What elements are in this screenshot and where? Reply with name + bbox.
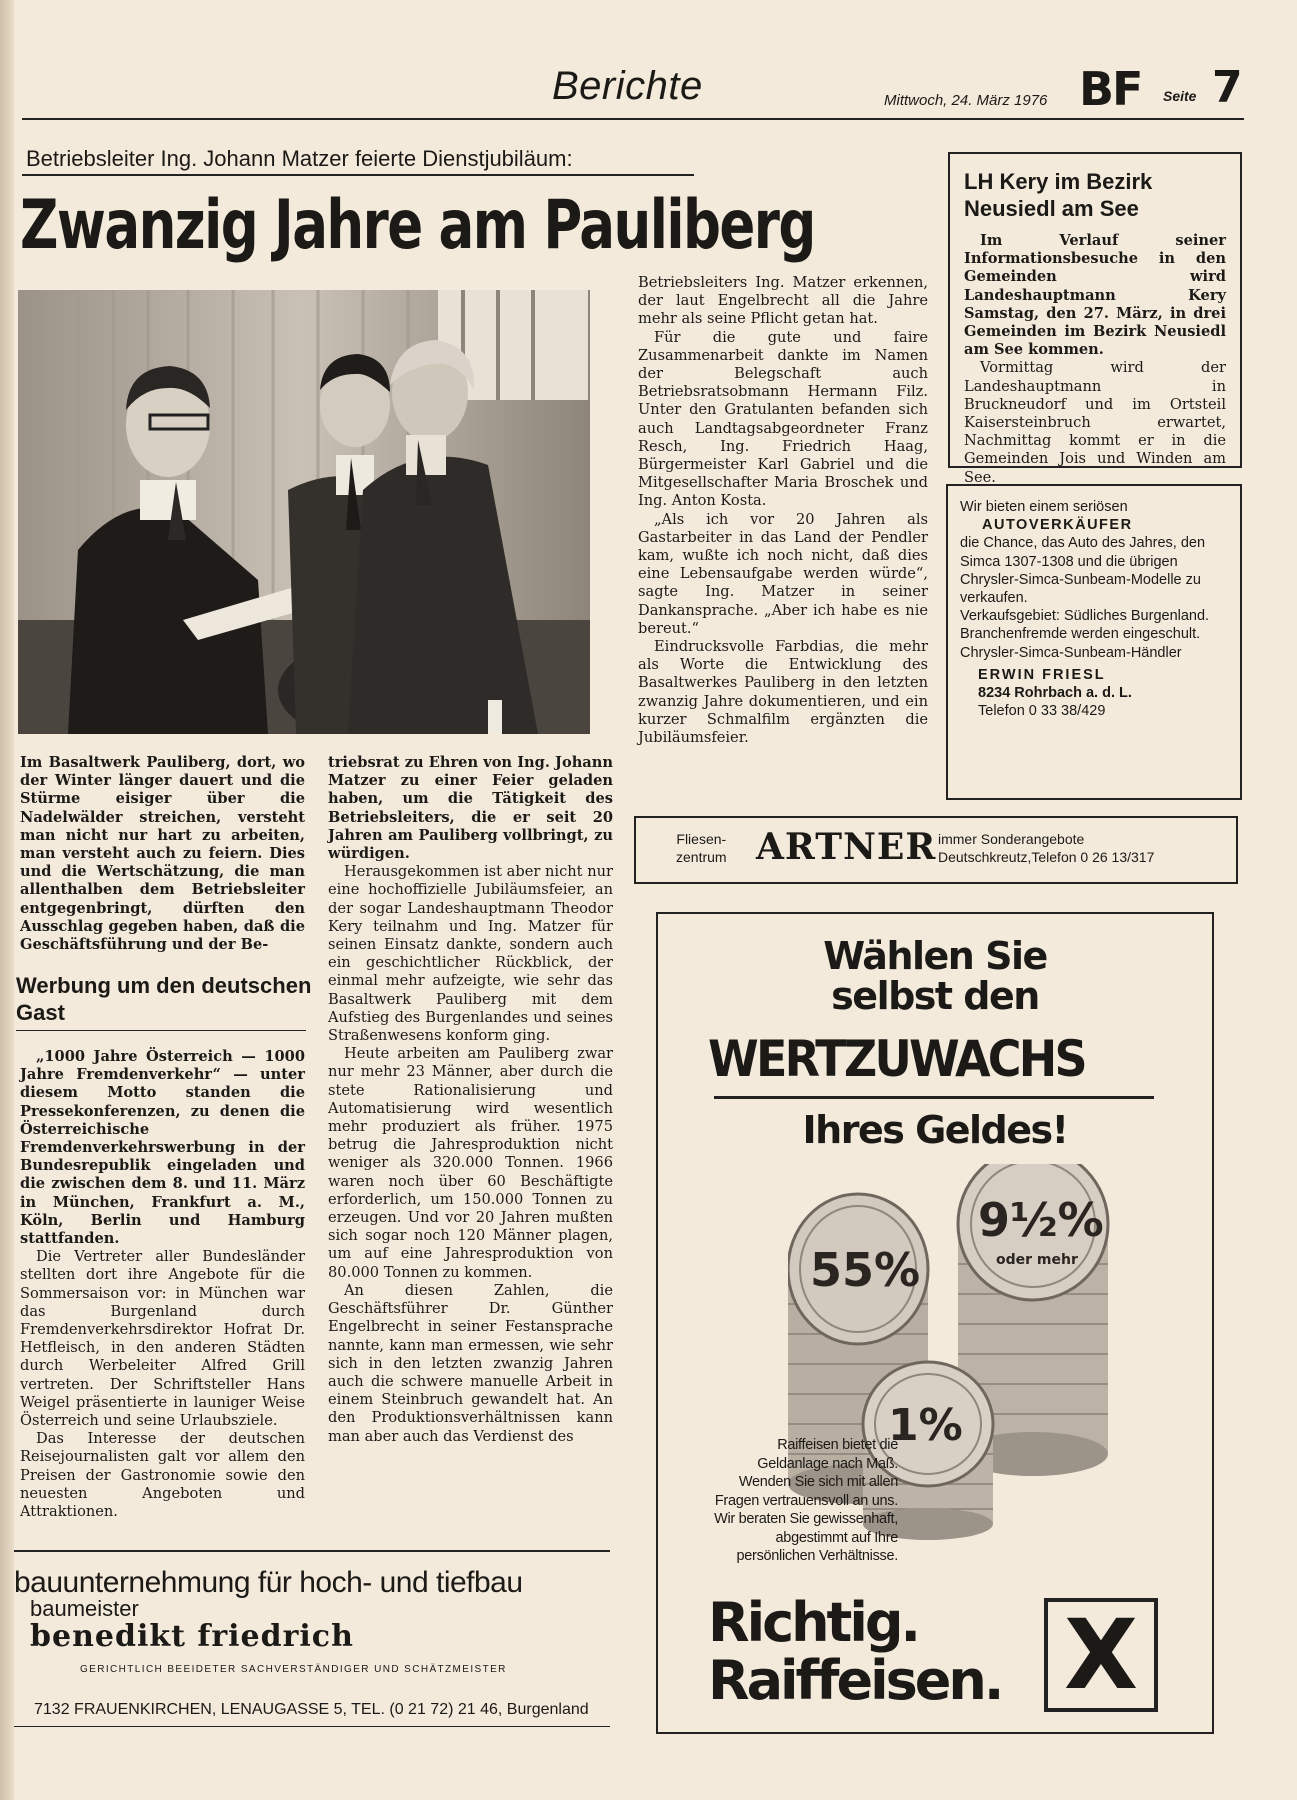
rf-line1: Wählen Sie [823, 934, 1047, 978]
rf-slogan-1: Richtig. [708, 1591, 919, 1654]
rf-body-line: abgestimmt auf Ihre [775, 1529, 898, 1546]
coin-label-1: 1% [888, 1400, 963, 1451]
bau-name: benedikt friedrich [30, 1619, 354, 1654]
werbung-subhead: Werbung um den deutschen Gast [16, 973, 312, 1025]
rf-slogan [708, 1591, 1002, 1712]
article-paragraph: Für die gute und faire Zusammenarbeit dankte im Namen der Belegschaft auch Betriebsratsobmann Hermann Filz. Unter den Gratulanten befanden sich auch Landtagsabgeordneter Franz Resch, Ing. Friedrich Haag, Bürgermeister Karl Gabriel und die Mitgesellschafter Maria Broschek und Ing. Anton Kosta. [638, 328, 928, 510]
kery-body [964, 232, 1226, 487]
rf-slogan-2: Raiffeisen. [708, 1649, 1002, 1712]
section-title: Berichte [552, 64, 703, 108]
bau-line1: bauunternehmung für hoch- und tiefbau [14, 1566, 523, 1599]
werbung-paragraph: Das Interesse der deutschen Reisejournalisten galt vor allem den Preisen der Gastronomie sowie den neuesten Angeboten und Attraktionen. [20, 1430, 305, 1521]
raiffeisen-ad [656, 912, 1214, 1734]
rf-body [698, 1436, 898, 1566]
car-ad-text3: Branchenfremde werden eingeschult. [960, 626, 1201, 643]
artner-right-line2: Deutschkreutz,Telefon 0 26 13/317 [938, 849, 1155, 866]
page-label: Seite [1163, 88, 1197, 104]
subhead-rule [16, 1030, 306, 1031]
page-binding-edge [0, 0, 14, 1800]
rf-line2: selbst den [831, 974, 1039, 1018]
bau-line2: baumeister [30, 1596, 139, 1621]
kery-paragraph: Vormittag wird der Landeshauptmann in Bruckneudorf und im Ortsteil Kaisersteinbruch erwartet, Nachmittag kommt er in die Gemeinden Jois und Winden am See. [964, 359, 1226, 486]
rf-rule [714, 1096, 1154, 1099]
article-paragraph: Eindrucksvolle Farbdias, die mehr als Worte die Entwicklung des Basaltwerkes Pauliberg in den letzten zwanzig Jahre dokumentieren, und ein kurzer Schmalfilm ergänzten die Jubiläumsfeier. [638, 638, 928, 747]
rf-wertzuwachs: WERTZUWACHS [708, 1030, 1085, 1088]
artner-tile-ad [634, 816, 1238, 884]
bau-address: 7132 FRAUENKIRCHEN, LENAUGASSE 5, TEL. (0 21 72) 21 46, Burgenland [34, 1701, 589, 1718]
newspaper-logo: BF [1079, 62, 1142, 116]
car-ad-text1: die Chance, das Auto des Jahres, den Simca 1307-1308 und die übrigen Chrysler-Simca-Sunbeam-Modelle zu verkaufen. [960, 535, 1206, 607]
rf-body-line: Geldanlage nach Maß. [757, 1455, 898, 1472]
rf-headline [658, 936, 1212, 1016]
rf-body-line: Wenden Sie sich mit allen [738, 1474, 898, 1490]
kery-news-box [948, 152, 1242, 486]
construction-ad [14, 1568, 614, 1719]
rf-body-line: Wir beraten Sie gewissenhaft, [714, 1511, 898, 1527]
article-paragraph: An diesen Zahlen, die Geschäftsführer Dr. Günther Engelbrecht in seiner Festansprache nannte, kann man ermessen, wie sehr sich in den letzten zwanzig Jahren auch die schwere manuelle Arbeit in einem Steinbruch gewandelt hat. An den Produktionsverhältnissen kann man aber auch das Verdienst des [328, 1281, 613, 1445]
car-ad-text2: Verkaufsgebiet: Südliches Burgenland. [960, 608, 1210, 625]
bau-subtitle: GERICHTLICH BEEIDETER SACHVERSTÄNDIGER UND SCHÄTZMEISTER [80, 1664, 507, 1675]
rf-body-line: Raiffeisen bietet die [777, 1437, 898, 1453]
article-lead-paragraph: Im Basaltwerk Pauliberg, dort, wo der Winter länger dauert und die Stürme eisiger über die Nadelwälder streichen, versteht man nicht nur hart zu arbeiten, man versteht auch zu feiern. Dies und die Wertschätzung, die man allenthalben dem Betriebsleiter entgegenbringt, dürften den Ausschlag gegeben haben, daß die Geschäftsführung und der Be- [20, 754, 305, 954]
artner-left-text [676, 830, 727, 866]
rf-line4: Ihres Geldes! [802, 1108, 1068, 1152]
car-ad-name: ERWIN FRIESL [978, 666, 1106, 683]
bau-ad-top-rule [14, 1550, 610, 1552]
artner-right-line1: immer Sonderangebote [938, 831, 1085, 847]
article-paragraph: „Als ich vor 20 Jahren als Gastarbeiter in das Land der Pendler kam, wußte ich noch nicht, daß dies eine Lebensaufgabe werden würde“, sagte Ing. Matzer in seiner Dankansprache. „Aber ich habe es nie bereut.“ [638, 510, 928, 637]
car-sales-ad [946, 484, 1242, 800]
issue-date: Mittwoch, 24. März 1976 [884, 92, 1048, 109]
header-rule [22, 118, 1244, 120]
artner-right-text [938, 830, 1154, 866]
coin-label-55: 55% [810, 1243, 921, 1297]
car-ad-text [960, 498, 1228, 720]
kicker-underline [22, 174, 694, 176]
rf-body-line: Fragen vertrauensvoll an uns. [714, 1492, 898, 1509]
article-paragraph: Betriebsleiters Ing. Matzer erkennen, der laut Engelbrecht all die Jahre mehr als seine Pflicht getan hat. [638, 274, 928, 328]
coin-label-95: 9½% [978, 1193, 1104, 1247]
kery-title: LH Kery im Bezirk Neusiedl am See [964, 169, 1153, 221]
article-column-2 [328, 754, 613, 1446]
werbung-column [20, 1048, 305, 1521]
article-kicker: Betriebsleiter Ing. Johann Matzer feierte Dienstjubiläum: [26, 146, 573, 171]
article-paragraph: triebsrat zu Ehren von Ing. Johann Matzer zu einer Feier geladen haben, um die Tätigkeit des Betriebsleiters, die er seit 20 Jahren am Pauliberg vollbringt, zu würdigen. [328, 754, 613, 863]
article-paragraph: Herausgekommen ist aber nicht nur eine hochoffizielle Jubiläumsfeier, an der sogar Landeshauptmann Theodor Kery teilnahm und Ing. Matzer für seinen Einsatz dankte, sondern auch ein geschichtlicher Rückblick, der einmal mehr aufzeigte, wie sehr das Basaltwerk Pauliberg mit dem Aufstieg des Burgenlandes und seines Straßenwesens konform ging. [328, 863, 613, 1045]
car-ad-intro: Wir bieten einem seriösen [960, 499, 1128, 515]
page-number: 7 [1212, 62, 1243, 113]
artner-name: ARTNER [756, 826, 937, 868]
werbung-lead: „1000 Jahre Österreich — 1000 Jahre Fremdenverkehr“ — unter diesem Motto standen die Pressekonferenzen, zu denen die Österreichische Fremdenverkehrswerbung in der Bundesrepublik eingeladen und die zwischen dem 8. und 11. März in München, Frankfurt a. M., Köln, Berlin und Hamburg stattfanden. [20, 1048, 305, 1248]
rf-body-line: persönlichen Verhältnisse. [736, 1548, 898, 1564]
raiffeisen-logo-icon: X [1044, 1598, 1158, 1712]
article-column-3 [638, 274, 928, 747]
car-ad-text4: Chrysler-Simca-Sunbeam-Händler [960, 644, 1182, 661]
artner-left-line1: Fliesen- [676, 831, 727, 847]
article-headline: Zwanzig Jahre am Pauliberg [20, 186, 815, 265]
coin-label-or-more: oder mehr [996, 1252, 1078, 1268]
article-paragraph: Heute arbeiten am Pauliberg zwar nur mehr 23 Männer, aber durch die stete Rationalisierung und Automatisierung wird wesentlich mehr produziert als früher. 1975 betrug die Jahresproduktion nicht weniger als 320.000 Tonnen. 1966 waren noch über 60 Beschäftigte erforderlich, um 150.000 Tonnen zu erzeugen. Und vor 20 Jahren mußten sich sogar noch 120 Männer plagen, um auf eine Jahresproduktion von 80.000 Tonnen zu kommen. [328, 1045, 613, 1281]
car-ad-address: 8234 Rohrbach a. d. L. [978, 685, 1132, 702]
article-column-1 [20, 754, 305, 954]
car-ad-role: AUTOVERKÄUFER [982, 517, 1133, 534]
bau-ad-bottom-rule [14, 1726, 610, 1727]
car-ad-phone: Telefon 0 33 38/429 [978, 703, 1106, 720]
kery-lead: Im Verlauf seiner Informationsbesuche in den Gemeinden wird Landeshauptmann Kery Samstag, den 27. März, in drei Gemeinden im Bezirk Neusiedl am See kommen. [964, 232, 1226, 359]
article-photo [18, 290, 590, 734]
werbung-paragraph: Die Vertreter aller Bundesländer stellten dort ihre Angebote für die Sommersaison vor: in München war das Burgenland durch Fremdenverkehrsdirektor Hofrat Dr. Hetfleisch, in den anderen Städten durch Werbeleiter Alfred Grill vertreten. Der Schriftsteller Hans Weigel präsentierte in launiger Weise Österreich und seine Urlaubsziele. [20, 1248, 305, 1430]
artner-left-line2: zentrum [676, 849, 727, 866]
